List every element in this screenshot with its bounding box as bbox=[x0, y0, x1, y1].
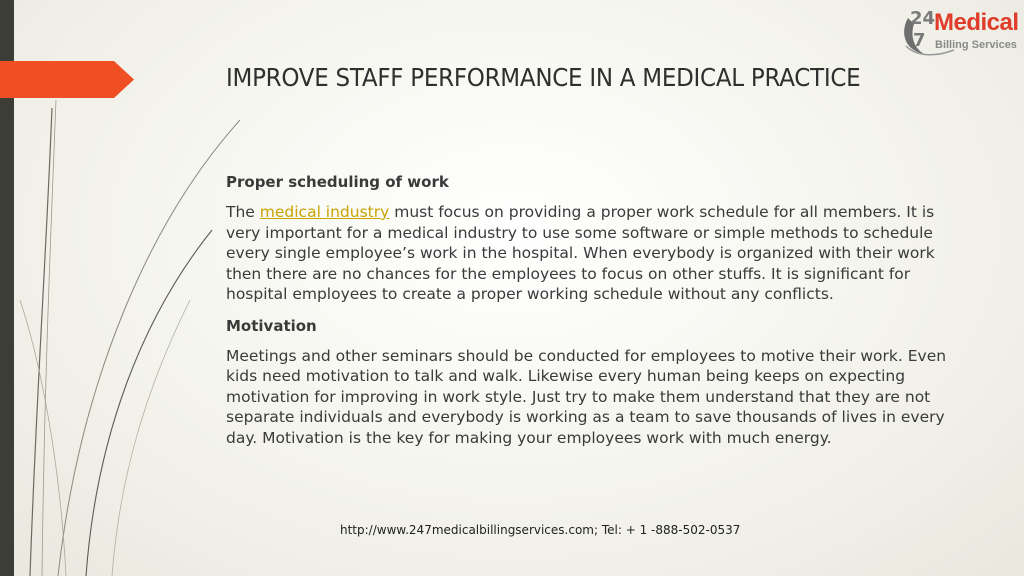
company-logo bbox=[898, 6, 1022, 58]
section-paragraph-motivation: Meetings and other seminars should be conducted for employees to motive their work. Even kids need motivation to talk and walk. Likewise every human being keeps on expecting motivation for improving in work style. Just try to make them understand that they are not separate individuals and everybody is working as a team to save thousands of lives in every day. Motivation is the key for making your employees work with much energy. bbox=[226, 346, 947, 447]
slide-content bbox=[226, 172, 966, 459]
accent-arrow bbox=[0, 61, 134, 98]
paragraph-prefix: The bbox=[226, 203, 260, 221]
section-heading-motivation: Motivation bbox=[226, 316, 317, 335]
page-title: IMPROVE STAFF PERFORMANCE IN A MEDICAL PRACTICE bbox=[226, 63, 861, 92]
logo-number-24: 24 bbox=[910, 8, 936, 29]
footer-contact: http://www.247medicalbillingservices.com; Tel: + 1 -888-502-0537 bbox=[340, 523, 741, 537]
logo-subtitle: Billing Services bbox=[935, 39, 1017, 51]
section-heading-scheduling: Proper scheduling of work bbox=[226, 173, 449, 191]
medical-industry-link[interactable]: medical industry bbox=[259, 203, 390, 221]
section-paragraph-scheduling bbox=[226, 202, 966, 305]
logo-number-7: 7 bbox=[913, 30, 926, 51]
paragraph-text: must focus on providing a proper work schedule for all members. It is very important for a medical industry to use some software or simple methods to schedule every single employee’s work in the hospital. When everybody is organized with their work then there are no chances for the employees to focus on other stuffs. It is significant for hospital employees to create a proper working schedule without any conflicts. bbox=[226, 203, 935, 303]
logo-brand-text: Medical bbox=[934, 9, 1019, 36]
